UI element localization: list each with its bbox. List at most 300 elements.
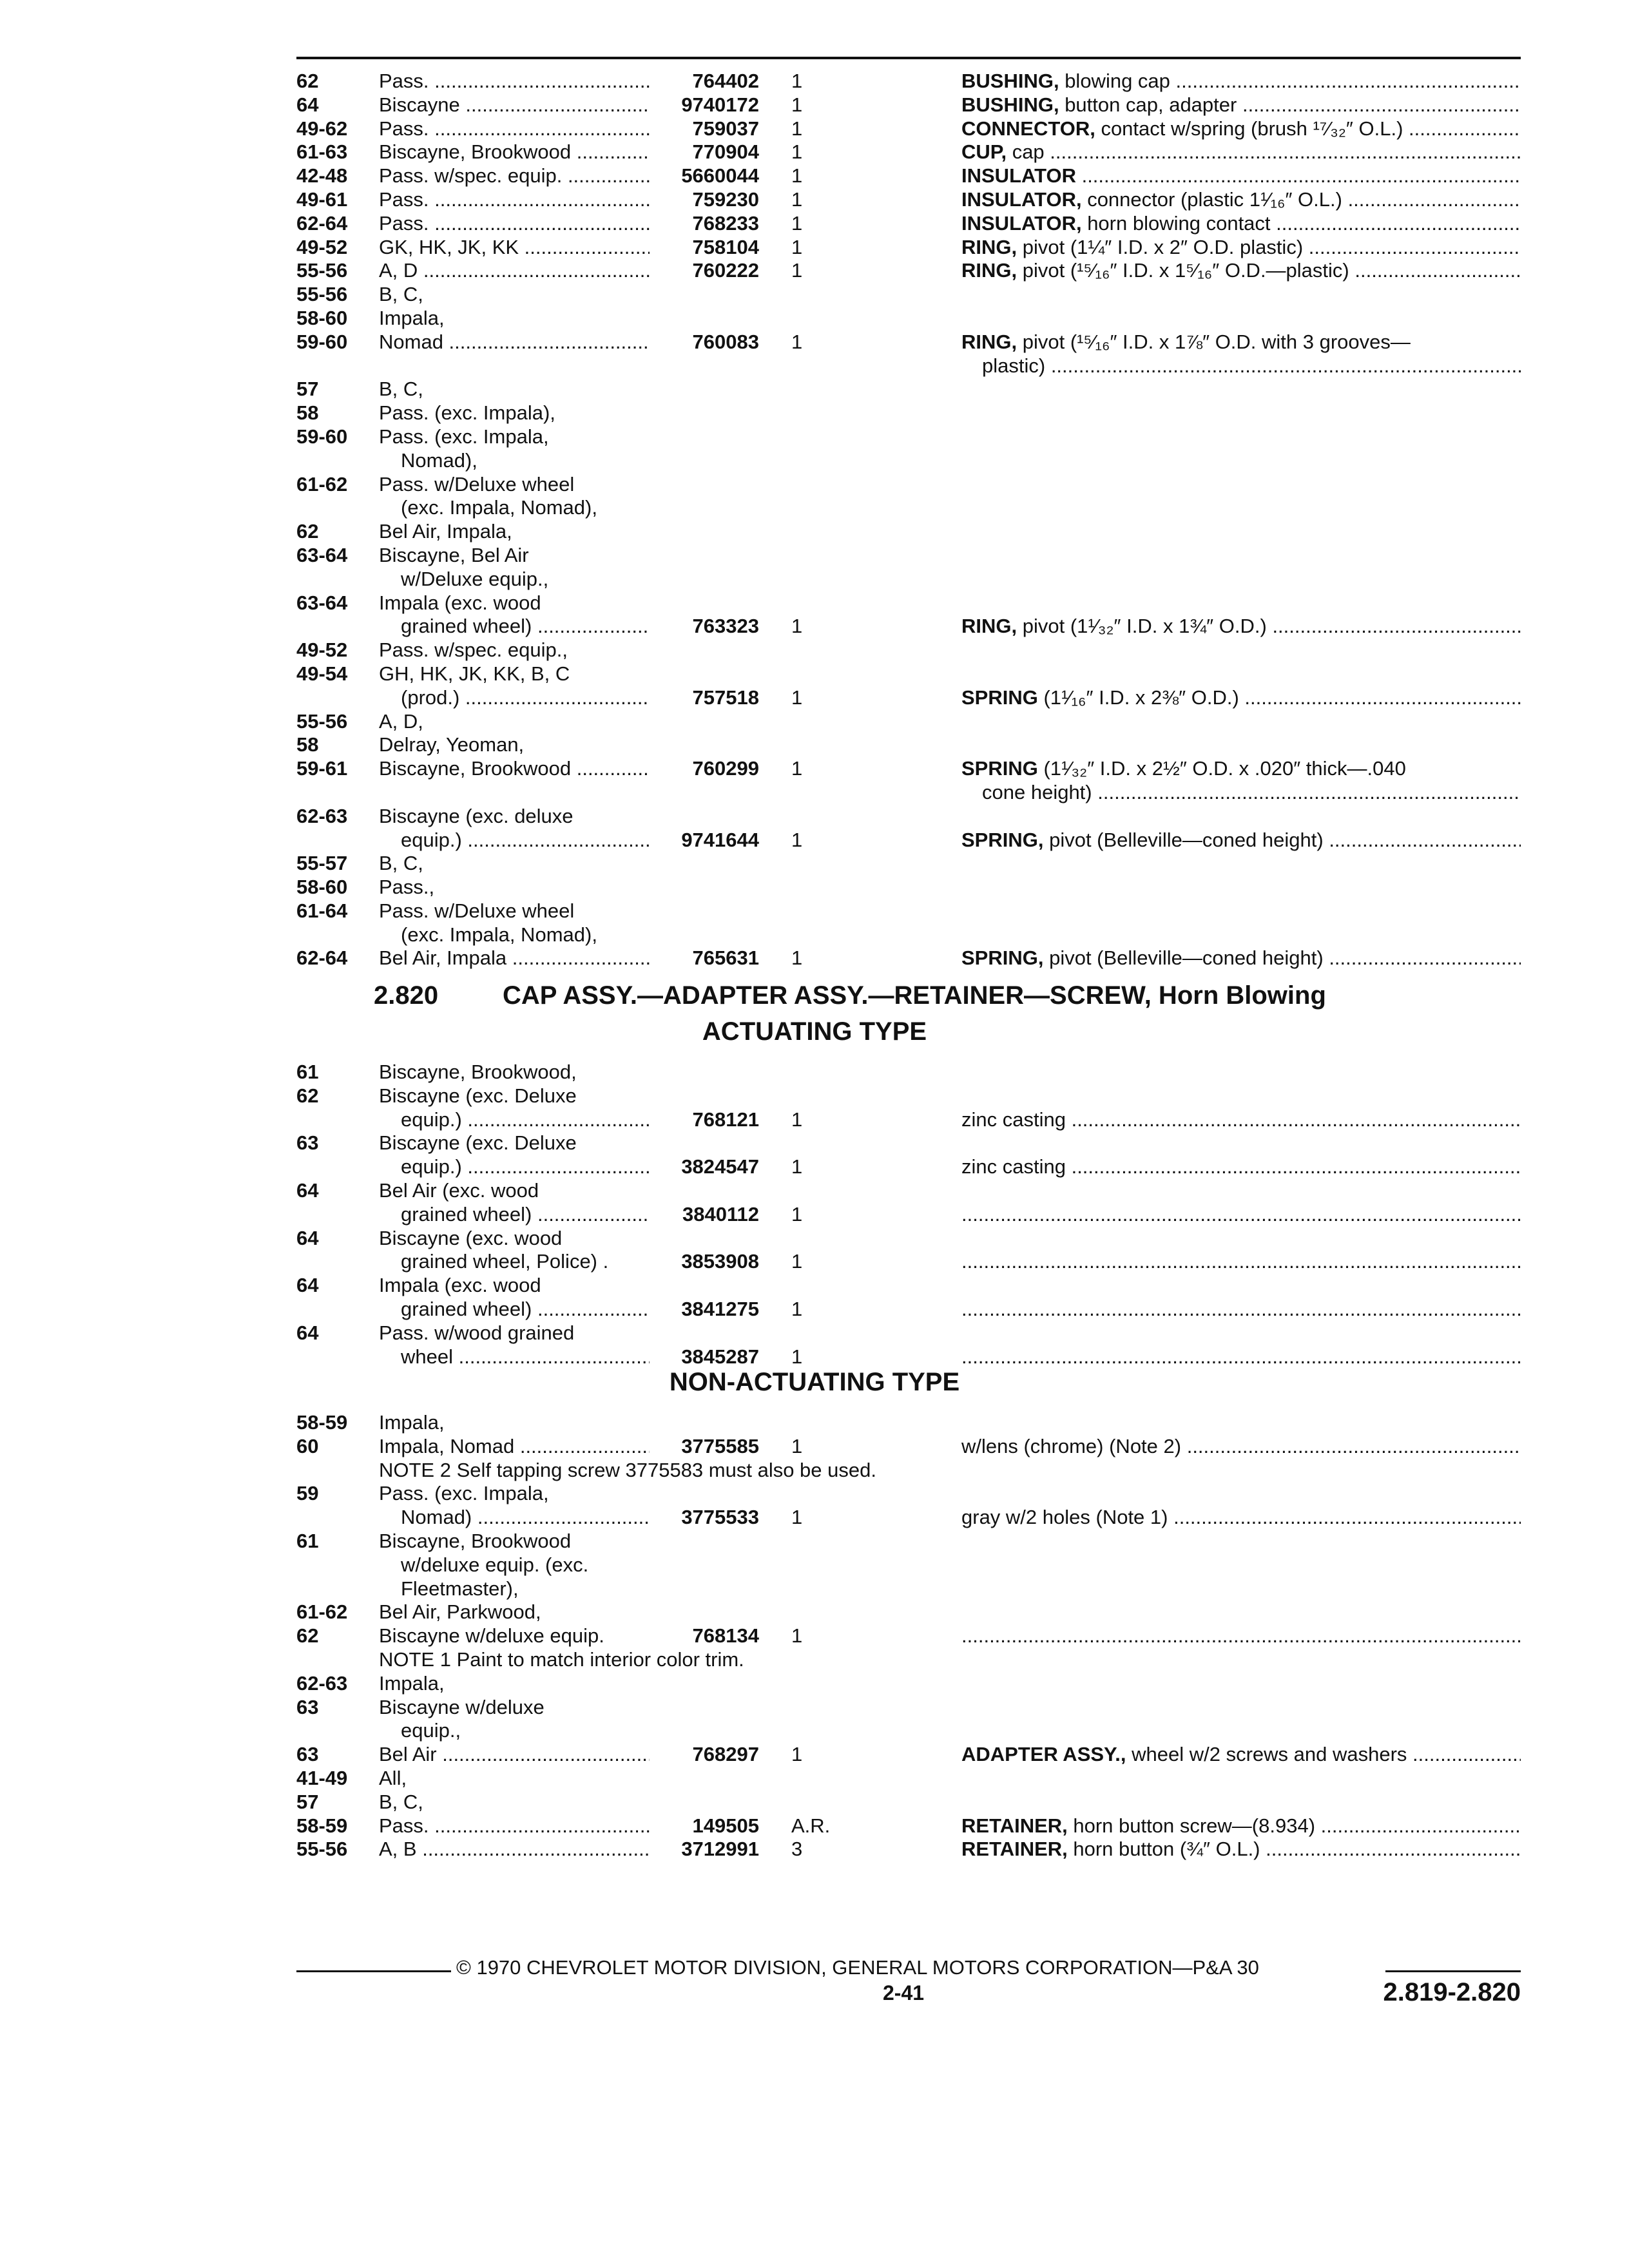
description-text: button cap, adapter xyxy=(1059,93,1237,116)
quantity: 1 xyxy=(791,164,803,187)
table-row xyxy=(0,1345,1629,1369)
model-cell: Pass. ..... xyxy=(379,212,650,236)
description-text: pivot (¹⁵⁄₁₆″ I.D. x 1⅞″ O.D. with 3 grooves— xyxy=(1017,330,1411,353)
model-cell: Biscayne w/deluxe equip. xyxy=(379,1624,604,1648)
description-cell xyxy=(961,140,1521,164)
year-range: 64 xyxy=(296,1178,319,1202)
table-row xyxy=(0,354,1629,378)
table-row xyxy=(0,1672,1629,1696)
year-range: 58 xyxy=(296,401,319,425)
model-cell: Biscayne, Bel Air xyxy=(379,543,529,566)
table-row xyxy=(0,947,1629,970)
year-range: 61-62 xyxy=(296,1600,348,1624)
model-cell: Impala, xyxy=(379,306,445,329)
model-cell: Pass. ..... xyxy=(379,188,650,212)
table-row xyxy=(0,164,1629,188)
part-number: 149505 xyxy=(692,1814,759,1837)
table-row xyxy=(0,639,1629,662)
quantity: 1 xyxy=(791,828,803,851)
table-row xyxy=(0,710,1629,734)
table-row xyxy=(0,852,1629,876)
part-number: 9740172 xyxy=(681,93,759,116)
year-range: 55-56 xyxy=(296,1838,348,1861)
year-range: 58-60 xyxy=(296,306,348,329)
table-row xyxy=(0,876,1629,899)
year-range: 42-48 xyxy=(296,164,348,187)
part-name: SPRING xyxy=(961,686,1038,709)
quantity: 1 xyxy=(791,1624,803,1648)
year-range: 59-61 xyxy=(296,757,348,780)
quantity: 1 xyxy=(791,1250,803,1273)
model-cell: Pass. ..... xyxy=(379,1814,650,1838)
year-range: 61-62 xyxy=(296,472,348,495)
table-row xyxy=(0,1791,1629,1814)
top-rule xyxy=(296,57,1521,59)
part-number: 759230 xyxy=(692,187,759,211)
model-cell: Nomad), xyxy=(401,448,477,472)
model-cell: Bel Air, Impala, xyxy=(379,520,512,543)
year-range: 64 xyxy=(296,1226,319,1249)
part-number: 3775533 xyxy=(681,1506,759,1529)
quantity: 1 xyxy=(791,330,803,353)
table-row xyxy=(0,1155,1629,1179)
year-range: 55-56 xyxy=(296,709,348,733)
quantity: 1 xyxy=(791,1297,803,1320)
parts-list-non-actuating xyxy=(0,1411,1629,1861)
description-cell xyxy=(961,615,1521,639)
model-cell: Pass., xyxy=(379,876,435,899)
quantity: 1 xyxy=(791,1743,803,1766)
quantity: 1 xyxy=(791,211,803,235)
description-text: contact w/spring (brush ¹⁷⁄₃₂″ O.L.) xyxy=(1095,117,1403,140)
year-range: 59-60 xyxy=(296,330,348,353)
table-row xyxy=(0,591,1629,615)
model-cell: Biscayne (exc. Deluxe xyxy=(379,1084,577,1107)
description-text: (1¹⁄₃₂″ I.D. x 2½″ O.D. x .020″ thick—.040 xyxy=(1037,757,1406,780)
model-cell: A, D, xyxy=(379,709,423,733)
model-cell: Biscayne ..... xyxy=(379,93,650,117)
section-number: 2.820 xyxy=(374,981,439,1010)
model-cell: equip., xyxy=(401,1719,461,1742)
year-range: 62 xyxy=(296,1084,319,1107)
table-row xyxy=(0,117,1629,141)
part-name: BUSHING, xyxy=(961,70,1059,92)
table-row xyxy=(0,686,1629,710)
table-row xyxy=(0,140,1629,164)
description-text: pivot (1¹⁄₃₂″ I.D. x 1¾″ O.D.) xyxy=(1017,615,1267,638)
model-cell: Pass. ..... xyxy=(379,117,650,141)
table-row xyxy=(0,1321,1629,1345)
table-row xyxy=(0,1600,1629,1624)
quantity: 1 xyxy=(791,235,803,258)
model-cell: A, B ..... xyxy=(379,1838,650,1861)
table-row xyxy=(0,331,1629,354)
part-name: BUSHING, xyxy=(961,93,1059,116)
table-row xyxy=(0,449,1629,473)
description-text: horn blowing contact xyxy=(1081,211,1271,235)
model-cell: grained wheel) ..... xyxy=(401,615,650,639)
part-number: 3712991 xyxy=(681,1838,759,1861)
year-range: 63-64 xyxy=(296,591,348,614)
description-cell xyxy=(961,93,1521,117)
table-row xyxy=(0,544,1629,568)
table-row xyxy=(0,212,1629,236)
part-number: 3845287 xyxy=(681,1345,759,1368)
model-cell: Pass. w/spec. equip. ..... xyxy=(379,164,650,188)
year-range: 49-52 xyxy=(296,235,348,258)
description-cell xyxy=(961,1814,1521,1838)
year-range: 59-60 xyxy=(296,425,348,448)
table-row xyxy=(0,662,1629,686)
model-cell: Biscayne w/deluxe xyxy=(379,1695,545,1718)
model-cell: Nomad ..... xyxy=(379,331,650,354)
quantity: 1 xyxy=(791,615,803,638)
description-cell xyxy=(961,259,1521,283)
description-cell xyxy=(961,1155,1521,1179)
year-range: 49-52 xyxy=(296,639,348,662)
description-cell xyxy=(961,117,1521,141)
description-cell xyxy=(961,1506,1521,1530)
model-cell: grained wheel, Police) . xyxy=(401,1250,609,1273)
quantity: 1 xyxy=(791,757,803,780)
table-row xyxy=(0,496,1629,520)
year-range: 62-64 xyxy=(296,947,348,970)
table-row xyxy=(0,1411,1629,1435)
description-cell xyxy=(961,1838,1521,1861)
model-cell: Bel Air, Parkwood, xyxy=(379,1600,541,1624)
description-cell xyxy=(961,1108,1521,1132)
description-text: zinc casting xyxy=(961,1155,1066,1178)
year-range: 55-56 xyxy=(296,259,348,282)
part-number: 3841275 xyxy=(681,1297,759,1320)
table-row xyxy=(0,805,1629,829)
year-range: 58-60 xyxy=(296,876,348,899)
year-range: 64 xyxy=(296,1321,319,1344)
table-row xyxy=(0,307,1629,331)
note-text: NOTE 2 Self tapping screw 3775583 must also be used. xyxy=(379,1458,876,1481)
model-cell: GK, HK, JK, KK ..... xyxy=(379,236,650,260)
table-row xyxy=(0,1298,1629,1321)
model-cell: Pass. (exc. Impala, xyxy=(379,425,549,448)
quantity: 1 xyxy=(791,117,803,140)
part-number: 770904 xyxy=(692,140,759,164)
part-number: 3853908 xyxy=(681,1250,759,1273)
table-row xyxy=(0,1506,1629,1530)
table-row xyxy=(0,1530,1629,1553)
model-cell: B, C, xyxy=(379,283,423,306)
model-cell: Bel Air, Impala ..... xyxy=(379,947,650,970)
model-cell: grained wheel) ..... xyxy=(401,1298,650,1321)
year-range: 58-59 xyxy=(296,1411,348,1434)
model-cell: equip.) ..... xyxy=(401,1108,650,1132)
quantity: 1 xyxy=(791,686,803,709)
year-range: 49-54 xyxy=(296,662,348,685)
note-text: NOTE 1 Paint to match interior color trim. xyxy=(379,1648,744,1671)
part-name: CUP, xyxy=(961,140,1007,164)
quantity: 1 xyxy=(791,140,803,164)
quantity: 1 xyxy=(791,187,803,211)
table-row xyxy=(0,1482,1629,1506)
part-name: SPRING, xyxy=(961,947,1044,970)
year-range: 61 xyxy=(296,1061,319,1083)
description-text: pivot (Belleville—coned height) xyxy=(1043,947,1324,970)
model-cell: Pass. w/wood grained xyxy=(379,1321,575,1344)
year-range: 55-56 xyxy=(296,283,348,306)
model-cell: w/Deluxe equip., xyxy=(401,567,549,590)
model-cell: B, C, xyxy=(379,1790,423,1813)
description-text: wheel w/2 screws and washers xyxy=(1126,1743,1407,1766)
table-row xyxy=(0,1767,1629,1791)
year-range: 49-61 xyxy=(296,187,348,211)
part-number: 3775585 xyxy=(681,1434,759,1457)
model-cell: (prod.) ..... xyxy=(401,686,650,710)
year-range: 49-62 xyxy=(296,117,348,140)
description-text: pivot (¹⁵⁄₁₆″ I.D. x 1⁵⁄₁₆″ O.D.—plastic) xyxy=(1017,259,1349,282)
section-title: CAP ASSY.—ADAPTER ASSY.—RETAINER—SCREW, Horn Blowing xyxy=(503,981,1326,1010)
page-number: 2-41 xyxy=(883,1981,925,2004)
model-cell: (exc. Impala, Nomad), xyxy=(401,496,597,519)
table-row xyxy=(0,1250,1629,1274)
part-number: 765631 xyxy=(692,947,759,970)
table-row xyxy=(0,1719,1629,1743)
footer-rule-right xyxy=(1385,1970,1521,1972)
description-text: cone height) xyxy=(982,780,1092,803)
description-text: pivot (1¼″ I.D. x 2″ O.D. plastic) xyxy=(1017,235,1304,258)
part-name: ADAPTER ASSY., xyxy=(961,1743,1126,1766)
year-range: 63-64 xyxy=(296,543,348,566)
table-row xyxy=(0,923,1629,947)
model-cell: Nomad) ..... xyxy=(401,1506,650,1530)
model-cell: grained wheel) ..... xyxy=(401,1203,650,1227)
table-row xyxy=(0,70,1629,93)
quantity: 1 xyxy=(791,93,803,116)
table-row xyxy=(0,615,1629,639)
part-name: INSULATOR, xyxy=(961,187,1082,211)
subheading-actuating: ACTUATING TYPE xyxy=(702,1017,927,1046)
part-number: 9741644 xyxy=(681,828,759,851)
quantity: 1 xyxy=(791,259,803,282)
quantity: 1 xyxy=(791,1506,803,1529)
year-range: 55-57 xyxy=(296,852,348,875)
model-cell: Biscayne, Brookwood ..... xyxy=(379,757,650,781)
year-range: 58-59 xyxy=(296,1814,348,1837)
description-cell xyxy=(961,686,1521,710)
description-cell xyxy=(961,1250,1521,1274)
table-row xyxy=(0,378,1629,401)
model-cell: Pass. (exc. Impala), xyxy=(379,401,555,425)
part-name: RING, xyxy=(961,330,1017,353)
parts-list-actuating xyxy=(0,1061,1629,1369)
part-number: 763323 xyxy=(692,615,759,638)
description-cell xyxy=(961,1624,1521,1648)
description-text: horn button (¾″ O.L.) xyxy=(1067,1838,1260,1861)
model-cell: A, D ..... xyxy=(379,259,650,283)
description-cell xyxy=(961,947,1521,970)
model-cell: Impala, xyxy=(379,1411,445,1434)
year-range: 57 xyxy=(296,1790,319,1813)
part-number: 760222 xyxy=(692,259,759,282)
table-row xyxy=(0,1227,1629,1251)
table-row xyxy=(0,1179,1629,1203)
description-cell xyxy=(961,1345,1521,1369)
model-cell: Biscayne (exc. deluxe xyxy=(379,804,574,827)
part-number: 764402 xyxy=(692,70,759,92)
description-cell xyxy=(961,70,1521,93)
year-range: 57 xyxy=(296,378,319,401)
description-text: plastic) xyxy=(982,354,1046,377)
table-row xyxy=(0,781,1629,805)
table-row xyxy=(0,1553,1629,1577)
year-range: 41-49 xyxy=(296,1766,348,1789)
year-range: 58 xyxy=(296,733,319,756)
table-row xyxy=(0,473,1629,497)
year-range: 63 xyxy=(296,1743,319,1766)
quantity: A.R. xyxy=(791,1814,831,1837)
quantity: 1 xyxy=(791,1345,803,1368)
model-cell: Pass. w/spec. equip., xyxy=(379,639,568,662)
quantity: 1 xyxy=(791,1155,803,1178)
model-cell: Impala, xyxy=(379,1671,445,1695)
table-row xyxy=(0,733,1629,757)
model-cell: GH, HK, JK, KK, B, C xyxy=(379,662,570,685)
part-name: RETAINER, xyxy=(961,1838,1068,1861)
year-range: 64 xyxy=(296,93,319,116)
year-range: 62 xyxy=(296,1624,319,1648)
year-range: 62 xyxy=(296,520,319,543)
part-number: 760299 xyxy=(692,757,759,780)
year-range: 62 xyxy=(296,70,319,92)
table-row xyxy=(0,188,1629,212)
model-cell: B, C, xyxy=(379,378,423,401)
description-text: w/lens (chrome) (Note 2) xyxy=(961,1434,1182,1457)
part-number: 768134 xyxy=(692,1624,759,1648)
year-range: 60 xyxy=(296,1434,319,1457)
description-cell xyxy=(961,236,1521,260)
year-range: 62-63 xyxy=(296,1671,348,1695)
table-row xyxy=(0,1743,1629,1767)
model-cell: Bel Air (exc. wood xyxy=(379,1178,539,1202)
part-number: 768297 xyxy=(692,1743,759,1766)
table-row xyxy=(0,568,1629,591)
year-range: 59 xyxy=(296,1482,319,1505)
quantity: 1 xyxy=(791,1202,803,1225)
part-name: SPRING, xyxy=(961,828,1044,851)
part-number: 760083 xyxy=(692,330,759,353)
table-row xyxy=(0,1459,1629,1483)
description-cell xyxy=(961,757,1521,781)
year-range: 61-63 xyxy=(296,140,348,164)
model-cell: Pass. ..... xyxy=(379,70,650,93)
description-cell xyxy=(961,1203,1521,1227)
description-text: pivot (Belleville—coned height) xyxy=(1043,828,1324,851)
model-cell: Impala, Nomad ..... xyxy=(379,1435,650,1459)
model-cell: Impala (exc. wood xyxy=(379,591,541,614)
part-number: 768233 xyxy=(692,211,759,235)
model-cell: Impala (exc. wood xyxy=(379,1274,541,1297)
model-cell: B, C, xyxy=(379,852,423,875)
model-cell: Biscayne, Brookwood, xyxy=(379,1061,577,1083)
part-number: 757518 xyxy=(692,686,759,709)
table-row xyxy=(0,757,1629,781)
description-text: horn button screw—(8.934) xyxy=(1067,1814,1316,1837)
model-cell: Biscayne (exc. Deluxe xyxy=(379,1131,577,1155)
description-text: cap xyxy=(1007,140,1045,164)
model-cell: w/deluxe equip. (exc. xyxy=(401,1553,589,1576)
part-number: 768121 xyxy=(692,1108,759,1131)
part-number: 3840112 xyxy=(682,1202,759,1225)
model-cell: Pass. (exc. Impala, xyxy=(379,1482,549,1505)
description-text: zinc casting xyxy=(961,1108,1066,1131)
model-cell: Bel Air ..... xyxy=(379,1743,650,1767)
table-row xyxy=(0,1696,1629,1720)
description-cell xyxy=(982,354,1521,378)
quantity: 1 xyxy=(791,1434,803,1457)
part-number: 5660044 xyxy=(681,164,759,187)
table-row xyxy=(0,899,1629,923)
description-cell xyxy=(961,164,1521,188)
description-cell xyxy=(961,212,1521,236)
part-name: RING, xyxy=(961,235,1017,258)
table-row xyxy=(0,1203,1629,1227)
table-row xyxy=(0,1838,1629,1861)
part-name: RING, xyxy=(961,615,1017,638)
model-cell: All, xyxy=(379,1766,407,1789)
description-text: blowing cap xyxy=(1059,70,1170,92)
year-range: 61 xyxy=(296,1529,319,1552)
model-cell: Biscayne, Brookwood ..... xyxy=(379,140,650,164)
table-row xyxy=(0,1084,1629,1108)
part-name: RING, xyxy=(961,259,1017,282)
part-number: 758104 xyxy=(692,235,759,258)
part-name: SPRING xyxy=(961,757,1038,780)
table-row xyxy=(0,1061,1629,1084)
quantity: 1 xyxy=(791,70,803,92)
table-row xyxy=(0,425,1629,449)
table-row xyxy=(0,1648,1629,1672)
table-row xyxy=(0,829,1629,852)
year-range: 64 xyxy=(296,1274,319,1297)
description-cell xyxy=(961,1743,1521,1767)
table-row xyxy=(0,1577,1629,1601)
description-cell xyxy=(961,331,1521,354)
model-cell: wheel ..... xyxy=(401,1345,650,1369)
year-range: 63 xyxy=(296,1131,319,1155)
description-text: gray w/2 holes (Note 1) xyxy=(961,1506,1168,1529)
part-name: RETAINER, xyxy=(961,1814,1068,1837)
table-row xyxy=(0,1108,1629,1132)
table-row xyxy=(0,1814,1629,1838)
description-cell xyxy=(961,188,1521,212)
part-number: 3824547 xyxy=(681,1155,759,1178)
model-cell: equip.) ..... xyxy=(401,1155,650,1179)
year-range: 61-64 xyxy=(296,899,348,922)
description-text: connector (plastic 1¹⁄₁₆″ O.L.) xyxy=(1081,187,1342,211)
quantity: 3 xyxy=(791,1838,803,1861)
model-cell: Pass. w/Deluxe wheel xyxy=(379,472,575,495)
part-number: 759037 xyxy=(692,117,759,140)
part-name: CONNECTOR, xyxy=(961,117,1095,140)
table-row xyxy=(0,1274,1629,1298)
quantity: 1 xyxy=(791,1108,803,1131)
description-cell xyxy=(982,781,1521,805)
table-row xyxy=(0,1435,1629,1459)
model-cell: (exc. Impala, Nomad), xyxy=(401,923,597,946)
description-text: (1¹⁄₁₆″ I.D. x 2⅜″ O.D.) xyxy=(1037,686,1239,709)
subheading-non-actuating: NON-ACTUATING TYPE xyxy=(669,1368,960,1396)
section-heading xyxy=(374,982,1326,1009)
table-row xyxy=(0,283,1629,307)
section-range: 2.819-2.820 xyxy=(1383,1978,1521,2006)
